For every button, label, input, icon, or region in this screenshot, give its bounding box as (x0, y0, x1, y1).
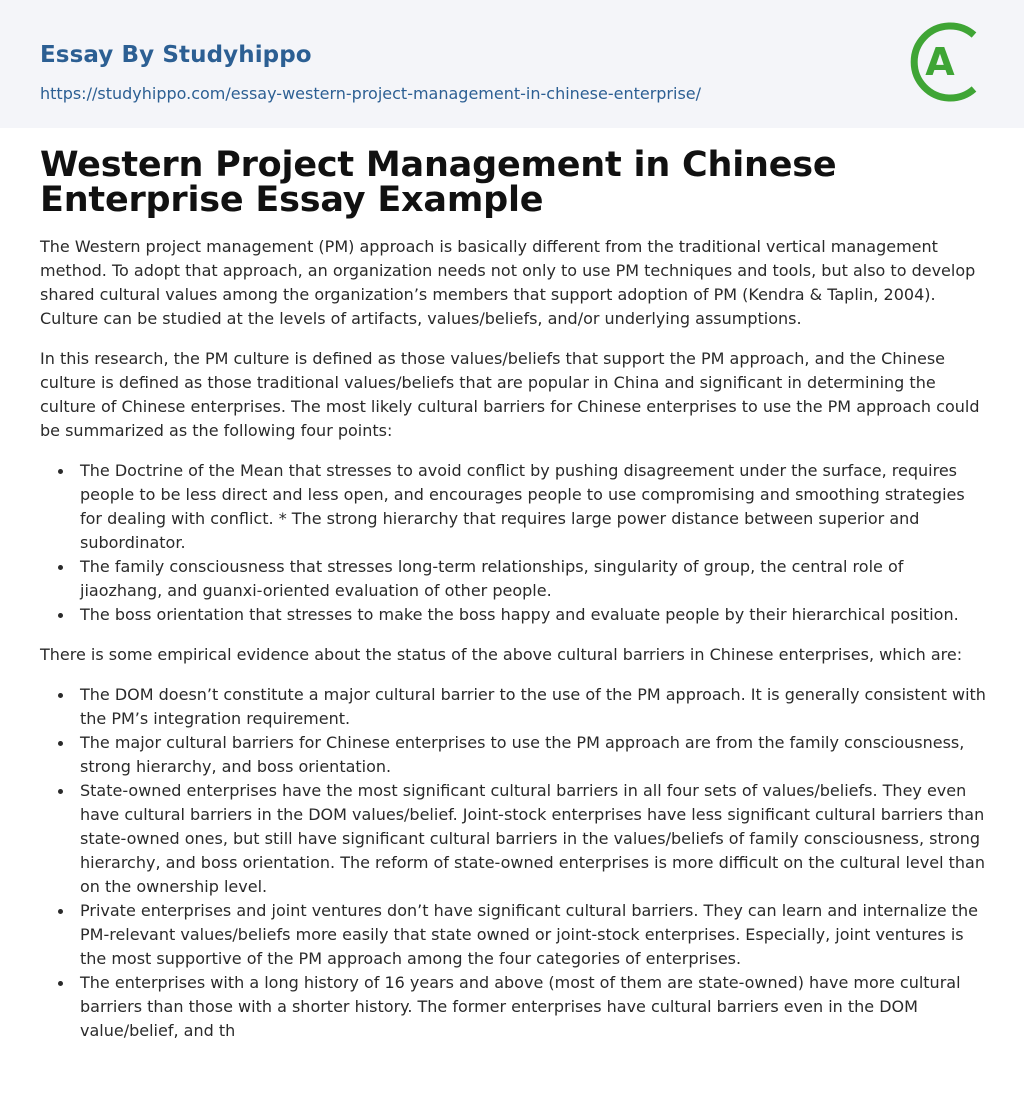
empirical-evidence-list (40, 683, 986, 1043)
list-item: Private enterprises and joint ventures don’t have significant cultural barriers. They can learn and internalize the PM-relevant values/beliefs more easily that state owned or joint-stock enterprises. Especially, joint ventures is the most supportive of the PM approach among the four categories of enterprises. (80, 899, 986, 971)
paragraph-intro: The Western project management (PM) approach is basically different from the traditional vertical management method. To adopt that approach, an organization needs not only to use PM techniques and tools, but also to develop shared cultural values among the organization’s members that support adoption of PM (Kendra & Taplin, 2004). Culture can be studied at the levels of artifacts, values/beliefs, and/or underlying assumptions. (40, 237, 976, 328)
list-item: The boss orientation that stresses to make the boss happy and evaluate people by their hierarchical position. (80, 603, 986, 627)
list-item: The family consciousness that stresses long-term relationships, singularity of group, the central role of jiaozhang, and guanxi-oriented evaluation of other people. (80, 555, 986, 603)
paragraph-evidence: There is some empirical evidence about the status of the above cultural barriers in Chinese enterprises, which are: (40, 645, 963, 664)
list-item: The major cultural barriers for Chinese enterprises to use the PM approach are from the family consciousness, strong hierarchy, and boss orientation. (80, 731, 986, 779)
essay-url-link[interactable]: https://studyhippo.com/essay-western-project-management-in-chinese-enterprise/ (40, 84, 702, 103)
site-header (0, 0, 1024, 128)
page-title: Western Project Management in Chinese Enterprise Essay Example (40, 145, 837, 220)
brand-title[interactable]: Essay By Studyhippo (40, 42, 312, 68)
list-item: State-owned enterprises have the most significant cultural barriers in all four sets of values/beliefs. They even have cultural barriers in the DOM values/belief. Joint-stock enterprises have less significant cultural barriers than state-owned ones, but still have significant cultural barriers in the values/beliefs of family consciousness, strong hierarchy, and boss orientation. The reform of state-owned enterprises is more difficult on the cultural level than on the ownership level. (80, 779, 986, 899)
logo-letter: A (925, 40, 955, 84)
list-item: The enterprises with a long history of 16 years and above (most of them are state-owned) have more cultural barriers than those with a shorter history. The former enterprises have cultural barriers even in the DOM value/belief, and th (80, 971, 986, 1043)
cultural-barriers-list (40, 459, 986, 627)
list-item: The Doctrine of the Mean that stresses to avoid conflict by pushing disagreement under the surface, requires people to be less direct and less open, and encourages people to use compromising and smoothing strategies for dealing with conflict. * The strong hierarchy that requires large power distance between superior and subordinator. (80, 459, 986, 555)
list-item: The DOM doesn’t constitute a major cultural barrier to the use of the PM approach. It is generally consistent with the PM’s integration requirement. (80, 683, 986, 731)
studyhippo-logo-icon[interactable] (908, 18, 988, 106)
paragraph-definition: In this research, the PM culture is defined as those values/beliefs that support the PM approach, and the Chinese culture is defined as those traditional values/beliefs that are popular in China and significant in determining the culture of Chinese enterprises. The most likely cultural barriers for Chinese enterprises to use the PM approach could be summarized as the following four points: (40, 349, 980, 440)
article-content (40, 145, 986, 1059)
